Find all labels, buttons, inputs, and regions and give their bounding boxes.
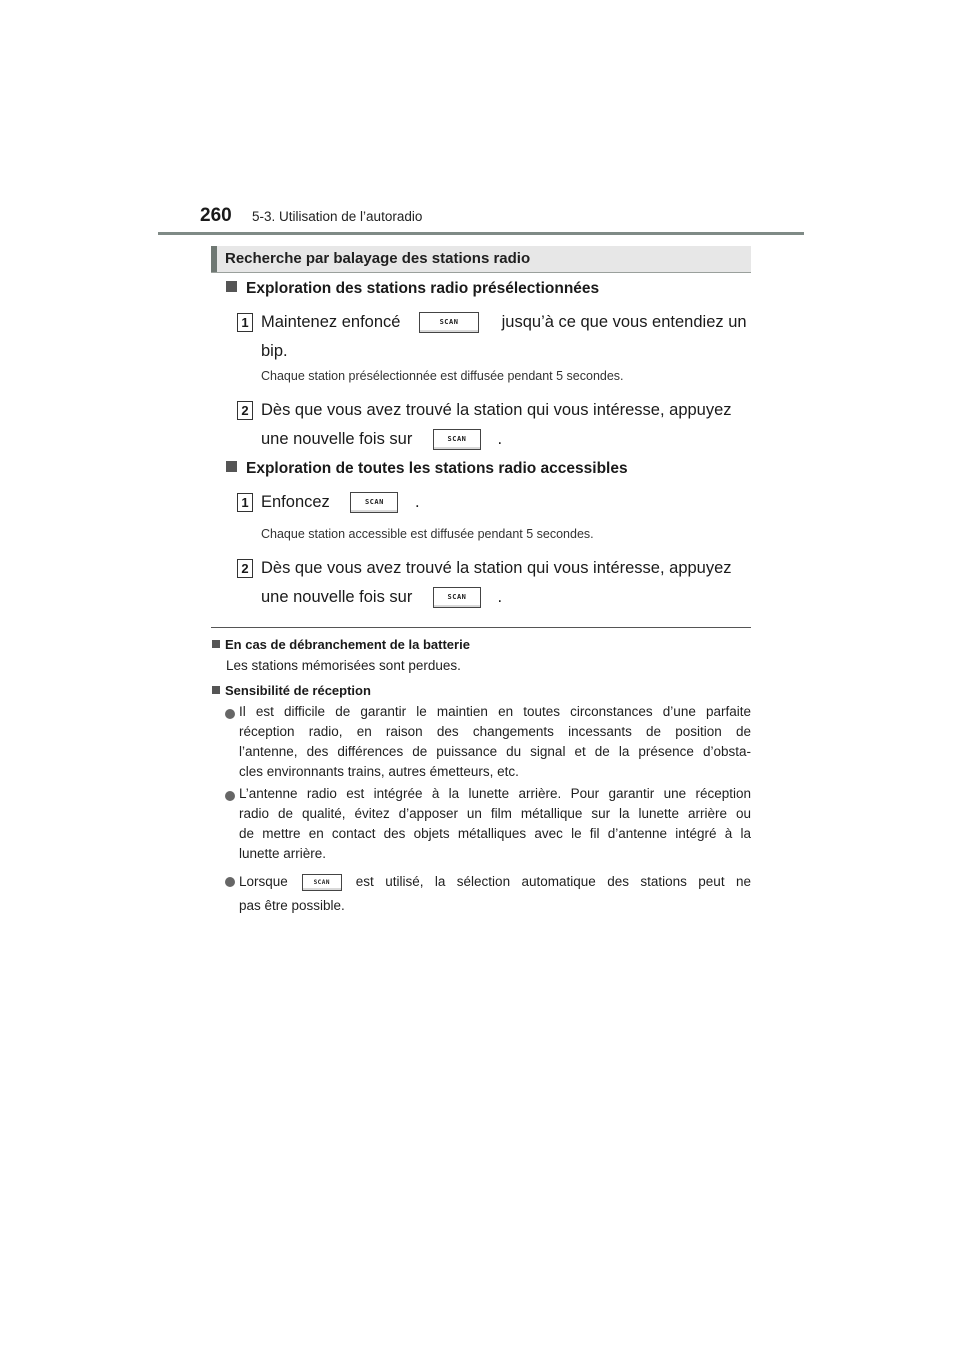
all-step2-line2 — [261, 583, 502, 612]
square-bullet-icon — [212, 686, 220, 694]
reception-note-heading-text: Sensibilité de réception — [225, 683, 371, 698]
preset-step2-text: une nouvelle fois sur — [261, 430, 413, 448]
all-step1-text: Enfoncez — [261, 493, 330, 511]
all-step1-line1 — [261, 488, 420, 517]
bullet3-text-before: Lorsque — [239, 874, 288, 889]
square-bullet-icon — [226, 281, 237, 292]
all-step1-note: Chaque station accessible est diffusée pendant 5 secondes. — [261, 527, 594, 541]
period: . — [414, 493, 420, 511]
bullet-line: Il est difficile de garantir le maintien en toutes circonstances d’une parfaite — [239, 704, 751, 719]
step-number-1: 1 — [237, 493, 253, 512]
preset-step1-line1 — [261, 308, 751, 337]
reception-bullet-3 — [239, 870, 751, 918]
square-bullet-icon — [212, 640, 220, 648]
square-bullet-icon — [226, 461, 237, 472]
bullet-line: l’antenne, des différences de puissance du signal et de la présence d’obsta- — [239, 744, 751, 759]
all-scan-heading-text: Exploration de toutes les stations radio accessibles — [246, 460, 628, 477]
scan-button-icon: SCAN — [433, 429, 481, 450]
section-title: Recherche par balayage des stations radio — [225, 250, 531, 267]
section-title-bar — [211, 246, 751, 273]
chapter-title: 5-3. Utilisation de l’autoradio — [252, 209, 423, 224]
period: . — [497, 588, 503, 606]
bullet-line: de mettre en contact des objets métalliques avec le fil d’antenne intégré à la — [239, 826, 751, 841]
battery-note-heading-text: En cas de débranchement de la batterie — [225, 637, 470, 652]
scan-button-icon: SCAN — [350, 492, 398, 513]
bullet-dot-icon — [225, 791, 235, 801]
section-bar-accent — [211, 246, 217, 272]
all-step2-text: une nouvelle fois sur — [261, 588, 413, 606]
scan-button-icon: SCAN — [302, 874, 342, 891]
bullet-dot-icon — [225, 877, 235, 887]
page-number: 260 — [200, 205, 232, 226]
preset-step1-note: Chaque station présélectionnée est diffusée pendant 5 secondes. — [261, 369, 624, 383]
preset-scan-heading — [226, 280, 599, 298]
bullet-line: réception radio, en raison des changements incessants de position de — [239, 724, 751, 739]
reception-note-heading — [212, 683, 371, 698]
notes-divider — [211, 627, 751, 628]
scan-button-icon: SCAN — [433, 587, 481, 608]
bullet-line: radio de qualité, évitez d’apposer un film métallique sur la lunette arrière ou — [239, 806, 751, 821]
header-divider — [158, 232, 804, 235]
bullet-line: L’antenne radio est intégrée à la lunette arrière. Pour garantir une réception — [239, 786, 751, 801]
bullet-line: cles environnants trains, autres émetteurs, etc. — [239, 764, 519, 779]
bullet-line — [239, 870, 751, 894]
preset-step1-line2: bip. — [261, 342, 288, 360]
bullet-line: lunette arrière. — [239, 846, 327, 861]
preset-scan-heading-text: Exploration des stations radio présélectionnées — [246, 280, 600, 297]
step-number-2: 2 — [237, 401, 253, 420]
preset-step1-text-before: Maintenez enfoncé — [261, 313, 401, 331]
bullet-dot-icon — [225, 709, 235, 719]
preset-step1-text-after: jusqu’à ce que vous entendiez un — [501, 313, 747, 331]
preset-step2-line1: Dès que vous avez trouvé la station qui vous intéresse, appuyez — [261, 401, 732, 419]
bullet3-text-after: est utilisé, la sélection automatique des stations peut ne — [355, 874, 751, 889]
reception-bullet-2 — [239, 784, 751, 864]
step-number-1: 1 — [237, 313, 253, 332]
preset-step2-line2 — [261, 425, 502, 454]
bullet-line: pas être possible. — [239, 898, 345, 913]
reception-bullet-1 — [239, 702, 751, 782]
battery-note-heading — [212, 637, 470, 652]
step-number-2: 2 — [237, 559, 253, 578]
all-scan-heading — [226, 460, 628, 478]
all-step2-line1: Dès que vous avez trouvé la station qui vous intéresse, appuyez — [261, 559, 732, 577]
scan-button-icon: SCAN — [419, 312, 479, 333]
period: . — [497, 430, 503, 448]
battery-note-text: Les stations mémorisées sont perdues. — [226, 658, 461, 673]
